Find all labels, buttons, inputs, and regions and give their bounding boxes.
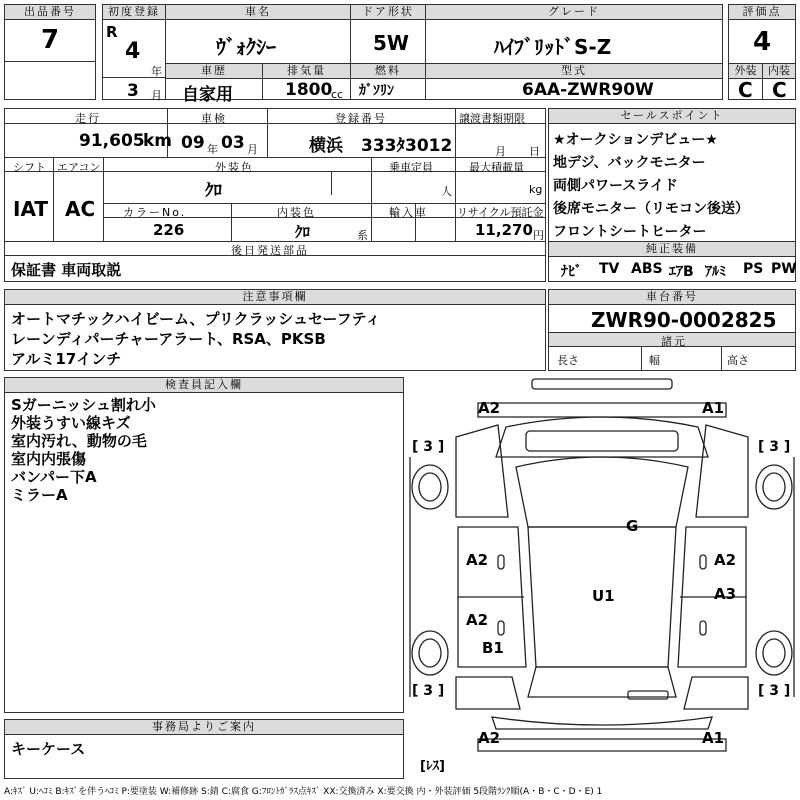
damage-left-rear-quarter: B1: [482, 639, 504, 657]
history: 自家用: [182, 85, 233, 105]
interior-label: 内装: [763, 64, 795, 79]
lot-number-box: [4, 4, 96, 100]
sales-point-3: 両側パワースライド: [553, 178, 678, 194]
interior-score: C: [772, 78, 787, 102]
grade-label: グレード: [426, 5, 722, 20]
mileage-label: 走行: [75, 112, 101, 125]
sales-point-4: 後席モニター（リモコン後送）: [553, 201, 749, 217]
score-box: [728, 4, 796, 64]
office-text: キーケース: [11, 740, 86, 758]
chassis-label: 車台番号: [549, 290, 795, 305]
registration-month: 3: [127, 81, 139, 101]
year-unit: 年: [151, 65, 162, 78]
exterior-score-box: [728, 63, 763, 100]
equipment-nav: ﾅﾋﾞ: [561, 264, 582, 280]
equipment-label: 純正装備: [549, 242, 795, 257]
displacement-box: [262, 63, 351, 100]
spare-tire-mark: [ﾚｽ]: [420, 759, 445, 774]
exterior-color: ｸﾛ: [205, 181, 222, 201]
equipment-airbag: ｴｱB: [669, 264, 694, 280]
first-registration-box: [102, 4, 166, 100]
note-line-2: レーンディパーチャーアラート、RSA、PKSB: [11, 330, 326, 348]
max-load-unit: kg: [529, 183, 543, 196]
tire-mark-rear-left: [ 3 ]: [412, 683, 445, 699]
sales-points-label: セールスポイント: [549, 109, 795, 124]
grade: ﾊｲﾌﾞﾘｯﾄﾞS-Z: [494, 35, 612, 59]
month-unit: 月: [151, 89, 162, 102]
model-box: [425, 63, 723, 100]
insp-year-unit: 年: [207, 143, 218, 156]
exterior-label: 外装: [729, 64, 762, 79]
displacement-unit: cc: [331, 88, 344, 101]
sales-points-box: [548, 108, 796, 242]
registration-city: 横浜: [309, 136, 343, 156]
door-label: ドア形状: [351, 5, 425, 20]
damage-left-front-door: A2: [466, 551, 489, 569]
inspection-label: 車検: [201, 112, 227, 125]
interior-color: ｸﾛ: [295, 223, 311, 241]
air-conditioning: AC: [65, 197, 96, 221]
inspector-line-6: ミラーA: [11, 486, 68, 504]
notes-box: [4, 289, 546, 371]
length-label: 長さ: [557, 354, 579, 367]
grade-box: [425, 4, 723, 64]
sales-point-2: 地デジ、バックモニター: [553, 155, 706, 171]
model-label: 型式: [426, 64, 722, 79]
inspection-month: 03: [221, 133, 245, 153]
lot-number: 7: [41, 25, 60, 55]
later-parts: 保証書 車両取説: [11, 261, 122, 279]
transfer-month-unit: 月: [495, 145, 506, 158]
inspector-line-5: バンパー下A: [11, 468, 97, 486]
office-label: 事務局よりご案内: [5, 720, 403, 735]
later-parts-box: [4, 255, 546, 282]
damage-right-front-door: A2: [714, 551, 737, 569]
tire-mark-rear-right: [ 3 ]: [758, 683, 791, 699]
inspector-label: 検査員記入欄: [5, 378, 403, 393]
mileage: 91,605: [79, 131, 145, 151]
sales-point-5: フロントシートヒーター: [553, 224, 707, 240]
recycle-fee: 11,270: [475, 221, 533, 239]
specs-label: 諸元: [661, 335, 687, 348]
transfer-day-unit: 日: [529, 145, 540, 158]
damage-left-rear-door: A2: [466, 611, 489, 629]
equipment-box: [548, 241, 796, 282]
displacement-label: 排気量: [263, 64, 350, 79]
ac-label: エアコン: [57, 161, 101, 174]
score-label: 評価点: [729, 5, 795, 20]
equipment-abs: ABS: [631, 261, 663, 277]
chassis-number: ZWR90-0002825: [591, 308, 777, 332]
lot-number-label: 出品番号: [5, 5, 95, 20]
model-code: 6AA-ZWR90W: [522, 80, 654, 100]
car-name-label: 車名: [166, 5, 350, 20]
door-type: 5W: [373, 31, 409, 55]
car-outline-icon: [408, 377, 796, 779]
damage-rear-right: A1: [702, 729, 725, 747]
interior-score-box: [762, 63, 796, 100]
mileage-unit: km: [143, 131, 173, 151]
equipment-alloy: ｱﾙﾐ: [705, 264, 726, 280]
damage-windshield: G: [626, 517, 639, 535]
color-label: 外装色: [215, 161, 254, 174]
damage-front-left: A2: [478, 399, 501, 417]
recycle-unit: 円: [533, 229, 544, 242]
first-registration-label: 初度登録: [103, 5, 165, 20]
history-label: 車歴: [166, 64, 262, 79]
fuel-box: [350, 63, 426, 100]
color-number: 226: [153, 221, 185, 239]
transfer-label: 譲渡書類期限: [459, 112, 525, 125]
era: R: [106, 23, 118, 41]
insp-month-unit: 月: [247, 143, 258, 156]
registration-number: 333ﾀ3012: [361, 136, 453, 156]
capacity-unit: 人: [441, 185, 452, 198]
registration-label: 登録番号: [335, 112, 387, 125]
recycle-label: リサイクル預託金: [457, 206, 544, 219]
inspector-line-2: 外装うすい線キズ: [11, 414, 131, 432]
capacity-label: 乗車定員: [389, 161, 433, 174]
damage-front-right: A1: [702, 399, 725, 417]
tire-mark-front-left: [ 3 ]: [412, 439, 445, 455]
damage-right-rear-door: A3: [714, 585, 737, 603]
max-load-label: 最大積載量: [469, 161, 524, 174]
history-box: [165, 63, 263, 105]
equipment-ps: PS: [743, 261, 764, 277]
damage-rear-left: A2: [478, 729, 501, 747]
width-label: 幅: [649, 354, 660, 367]
car-name-box: [165, 4, 351, 64]
damage-roof: U1: [592, 587, 615, 605]
inspector-line-4: 室内内張傷: [11, 450, 87, 468]
height-label: 高さ: [727, 354, 749, 367]
inspector-line-3: 室内汚れ、動物の毛: [11, 432, 147, 450]
equipment-pw: PW: [771, 261, 797, 277]
registration-year: 4: [125, 39, 141, 64]
legend: A:ｷｽﾞ U:ﾍｺﾐ B:ｷｽﾞを伴うﾍｺﾐ P:要塗装 W:補修跡 S:錆 C:腐食 G:ﾌﾛﾝﾄｶﾞﾗｽ点ｷｽﾞ XX:交換済み X:要交換 内・外装評価 5段階ﾗﾝｸ順(A・B・C・D・E) 1: [4, 787, 603, 797]
color-no-label: カラーNo.: [123, 206, 187, 219]
inspector-box: [4, 377, 404, 713]
vehicle-details-block: [4, 108, 546, 256]
fuel-label: 燃料: [351, 64, 425, 79]
fuel: ｶﾞｿﾘﾝ: [359, 83, 394, 99]
notes-label: 注意事項欄: [5, 290, 545, 305]
later-parts-label: 後日発送部品: [231, 244, 309, 257]
door-box: [350, 4, 426, 64]
shift: IAT: [13, 197, 49, 221]
overall-score: 4: [753, 27, 772, 57]
car-name: ｳﾞｫｸｼｰ: [216, 35, 276, 59]
exterior-score: C: [738, 78, 753, 102]
office-box: [4, 719, 404, 779]
interior-color-label: 内装色: [277, 206, 316, 219]
inspection-year: 09: [181, 133, 205, 153]
damage-diagram: [408, 377, 796, 779]
shift-label: シフト: [13, 161, 46, 174]
equipment-tv: TV: [599, 261, 620, 277]
note-line-1: オートマチックハイビーム、プリクラッシュセーフティ: [11, 310, 381, 328]
note-line-3: アルミ17インチ: [11, 350, 122, 368]
import-label: 輸入車: [389, 206, 428, 219]
tire-mark-front-right: [ 3 ]: [758, 439, 791, 455]
int-color-unit: 系: [357, 229, 368, 242]
sales-point-1: ★オークションデビュー★: [553, 132, 718, 148]
displacement: 1800: [285, 80, 333, 100]
chassis-box: [548, 289, 796, 371]
inspector-line-1: Sガーニッシュ割れ小: [11, 396, 156, 414]
